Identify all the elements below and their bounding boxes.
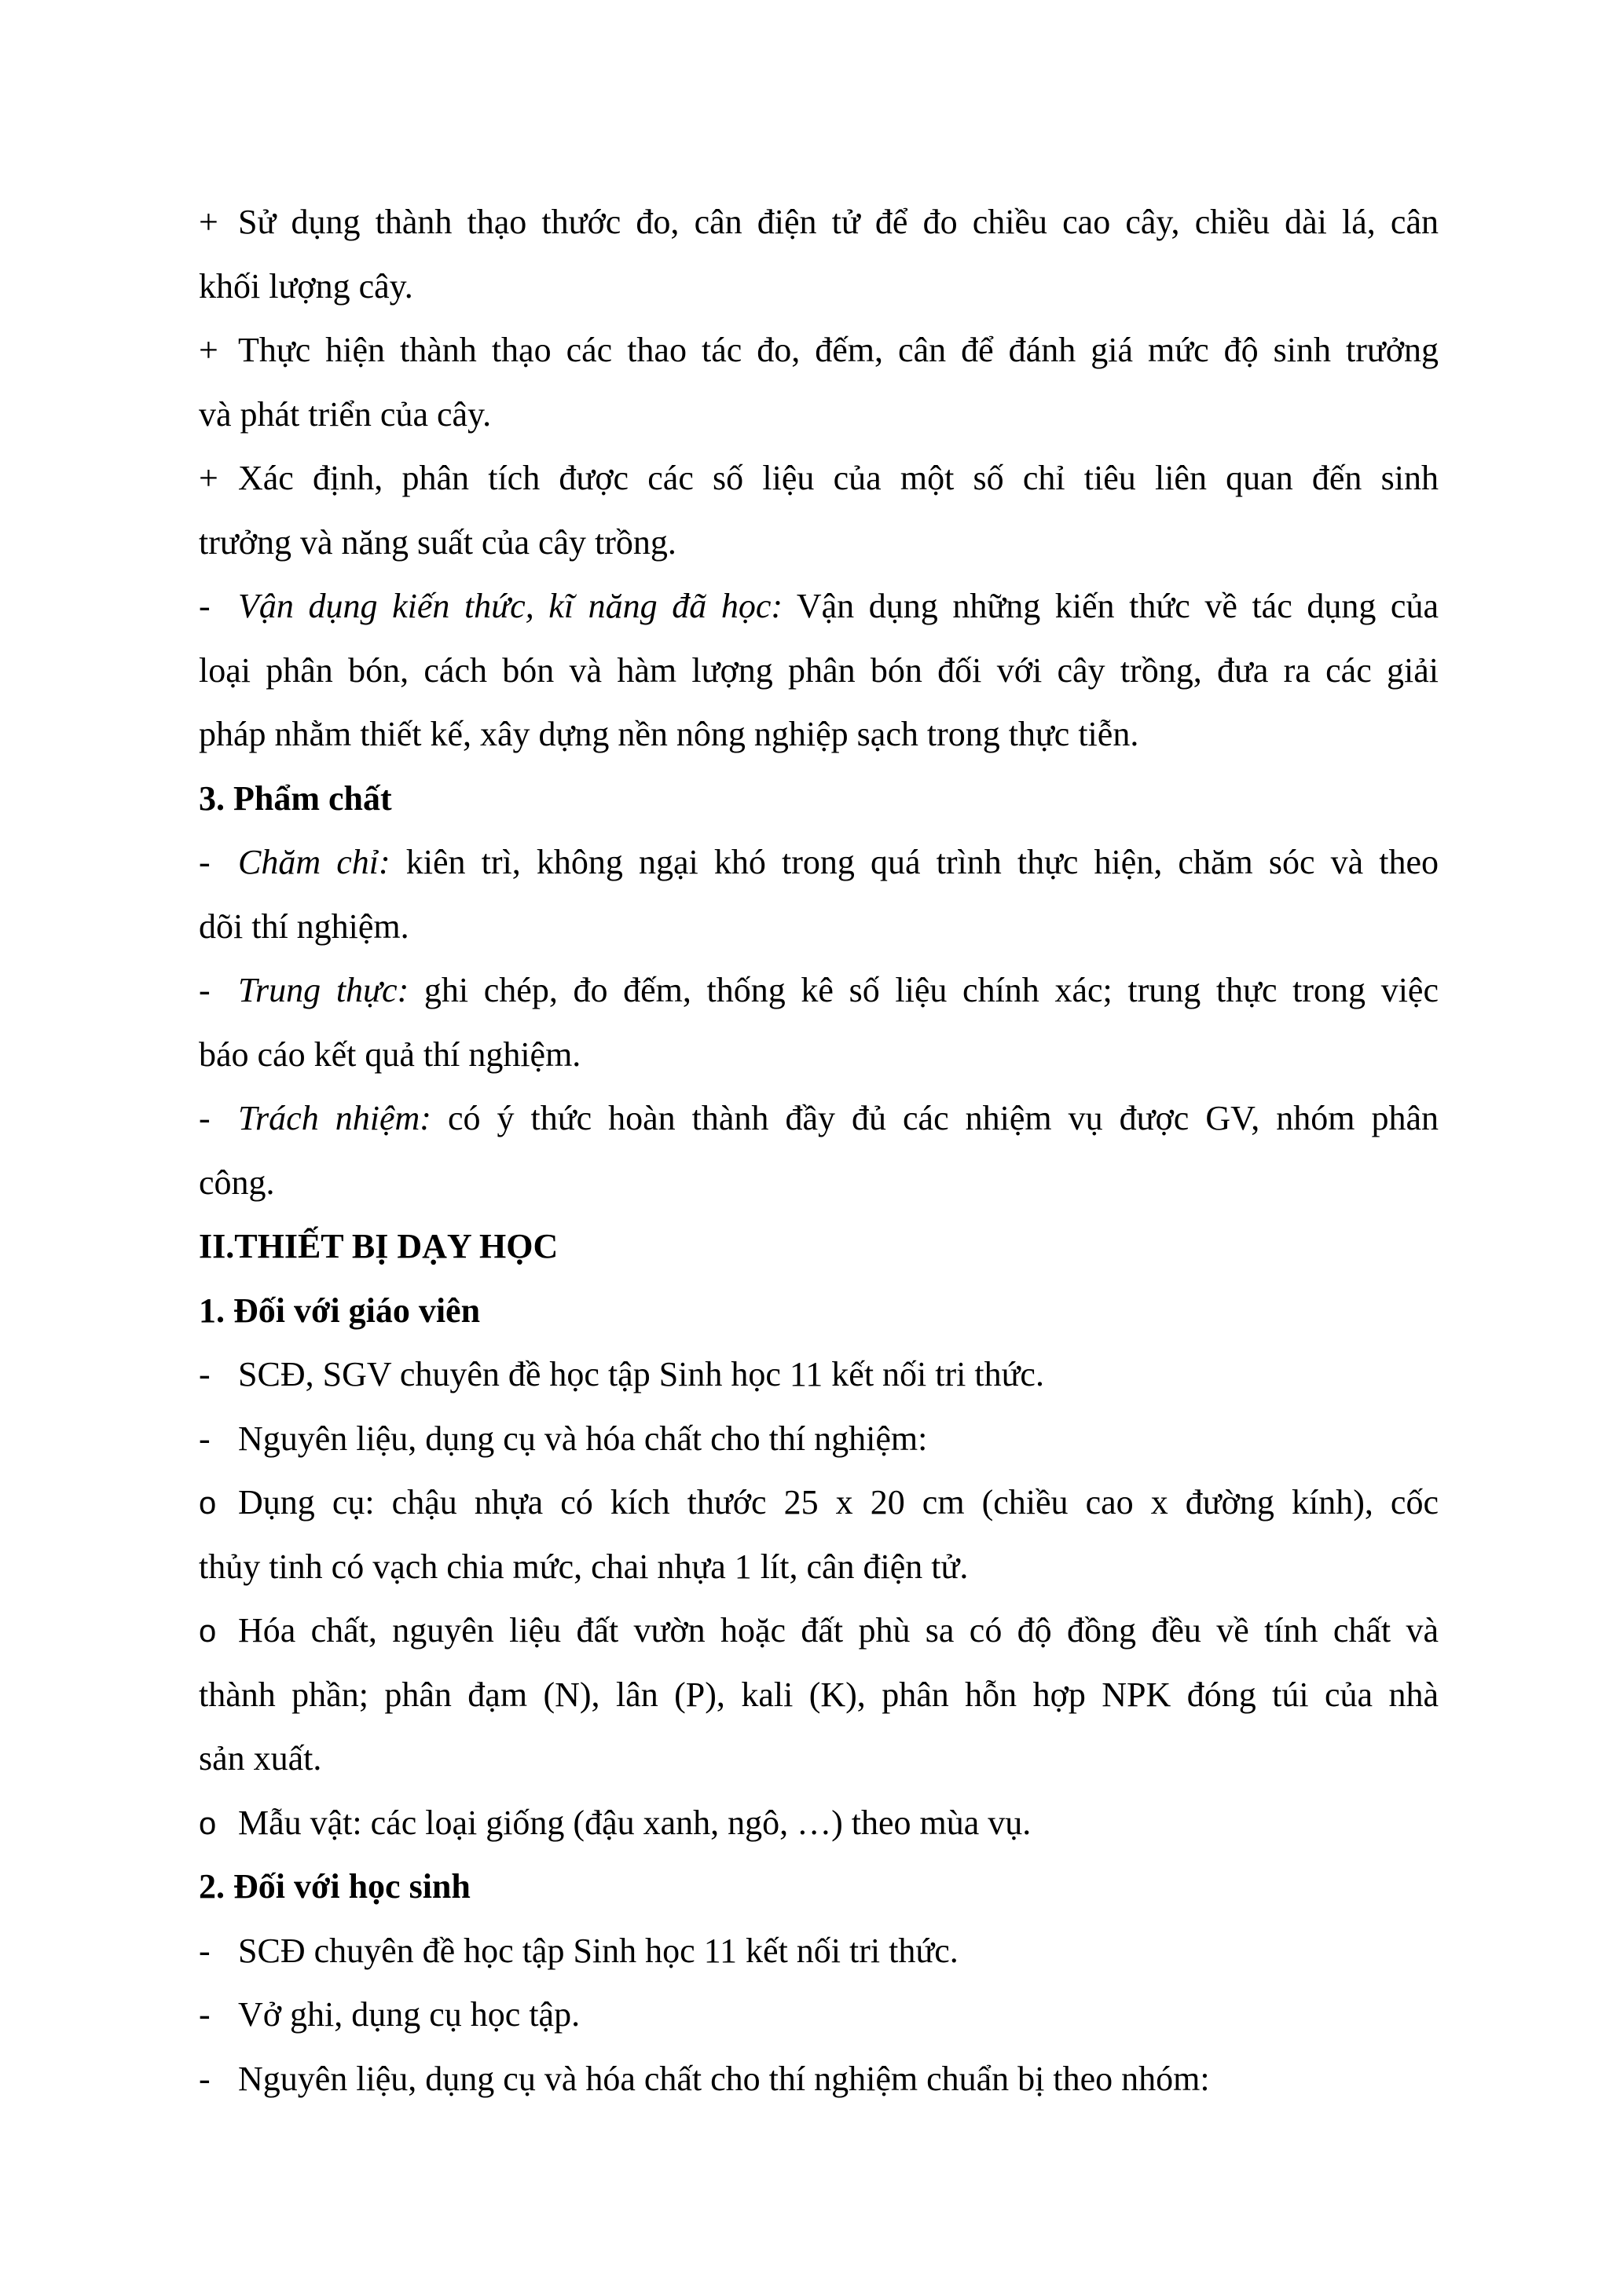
subsection-heading-hoc-sinh: 2. Đối với học sinh [199, 1867, 471, 1906]
line-text: khối lượng cây. [199, 266, 413, 306]
italic-label: Vận dụng kiến thức, kĩ năng đã học: [238, 587, 783, 625]
line-text: Xác định, phân tích được các số liệu của một số chỉ tiêu liên quan đến sinh [238, 459, 1439, 497]
italic-label: Trung thực: [238, 971, 409, 1009]
line-text: Nguyên liệu, dụng cụ và hóa chất cho thí nghiệm chuẩn bị theo nhóm: [238, 2059, 1210, 2098]
circle-bullet: o [199, 1806, 217, 1841]
paragraph-line [199, 1342, 1439, 1407]
line-text: sản xuất. [199, 1739, 322, 1778]
dash-bullet: - [199, 1419, 211, 1458]
paragraph-line [199, 1023, 1439, 1087]
paragraph-line [199, 702, 1439, 767]
dash-bullet: - [199, 843, 211, 881]
paragraph-line [199, 1151, 1439, 1215]
paragraph-line [199, 639, 1439, 703]
line-text: Thực hiện thành thạo các thao tác đo, đếm, cân để đánh giá mức độ sinh trưởng [238, 331, 1439, 369]
line-text: báo cáo kết quả thí nghiệm. [199, 1034, 581, 1074]
line-text: và phát triển của cây. [199, 394, 492, 434]
line-text: SCĐ chuyên đề học tập Sinh học 11 kết nối tri thức. [238, 1931, 959, 1970]
circle-bullet: o [199, 1486, 217, 1521]
line-text: thủy tinh có vạch chia mức, chai nhựa 1 lít, cân điện tử. [199, 1547, 969, 1586]
italic-label: Trách nhiệm: [238, 1099, 431, 1137]
line-text: trưởng và năng suất của cây trồng. [199, 522, 676, 562]
italic-label: Chăm chỉ: [238, 843, 390, 881]
section-heading-pham-chat: 3. Phẩm chất [199, 778, 392, 818]
circle-bullet: o [199, 1614, 217, 1649]
subsection-heading-giao-vien: 1. Đối với giáo viên [199, 1291, 481, 1330]
paragraph-line [199, 1407, 1439, 1471]
paragraph-line [199, 1791, 1439, 1855]
paragraph-line [199, 511, 1439, 575]
dash-bullet: - [199, 1931, 211, 1970]
paragraph-line [199, 318, 1439, 383]
line-text: Dụng cụ: chậu nhựa có kích thước 25 x 20 cm (chiều cao x đường kính), cốc [238, 1483, 1439, 1522]
dash-bullet: - [199, 2059, 211, 2098]
paragraph-line [199, 958, 1439, 1023]
line-text: Nguyên liệu, dụng cụ và hóa chất cho thí nghiệm: [238, 1419, 928, 1458]
dash-bullet: - [199, 1099, 211, 1137]
line-text: Mẫu vật: các loại giống (đậu xanh, ngô, …) theo mùa vụ. [238, 1803, 1032, 1842]
line-text: kiên trì, không ngại khó trong quá trình thực hiện, chăm sóc và theo [405, 843, 1439, 881]
document-page [199, 190, 1439, 2111]
paragraph-line [199, 1663, 1439, 1727]
line-text: loại phân bón, cách bón và hàm lượng phân bón đối với cây trồng, đưa ra các giải [199, 650, 1439, 690]
dash-bullet: - [199, 1355, 211, 1393]
line-text: Vận dụng những kiến thức về tác dụng của [796, 587, 1439, 625]
paragraph-line [199, 1983, 1439, 2047]
line-text: SCĐ, SGV chuyên đề học tập Sinh học 11 kết nối tri thức. [238, 1355, 1044, 1393]
paragraph-line [199, 1470, 1439, 1535]
paragraph-line [199, 1727, 1439, 1791]
plus-bullet: + [199, 203, 218, 241]
dash-bullet: - [199, 971, 211, 1009]
paragraph-line [199, 383, 1439, 447]
paragraph-line [199, 1535, 1439, 1599]
paragraph-line [199, 574, 1439, 639]
plus-bullet: + [199, 459, 218, 497]
line-text: pháp nhằm thiết kế, xây dựng nền nông nghiệp sạch trong thực tiễn. [199, 715, 1139, 753]
section-heading-thiet-bi: II.THIẾT BỊ DẠY HỌC [199, 1227, 559, 1265]
paragraph-line [199, 1086, 1439, 1151]
line-text: Hóa chất, nguyên liệu đất vườn hoặc đất phù sa có độ đồng đều về tính chất và [238, 1611, 1439, 1650]
dash-bullet: - [199, 587, 211, 625]
paragraph-line [199, 446, 1439, 511]
paragraph-line [199, 1598, 1439, 1663]
line-text: ghi chép, đo đếm, thống kê số liệu chính xác; trung thực trong việc [423, 971, 1439, 1009]
line-text: có ý thức hoàn thành đầy đủ các nhiệm vụ được GV, nhóm phân [447, 1099, 1439, 1137]
line-text: thành phần; phân đạm (N), lân (P), kali (K), phân hỗn hợp NPK đóng túi của nhà [199, 1675, 1439, 1714]
paragraph-line [199, 2047, 1439, 2111]
dash-bullet: - [199, 1995, 211, 2034]
paragraph-line [199, 190, 1439, 255]
paragraph-line [199, 895, 1439, 959]
paragraph-line [199, 1919, 1439, 1983]
line-text: dõi thí nghiệm. [199, 906, 409, 946]
paragraph-line [199, 830, 1439, 895]
paragraph-line [199, 255, 1439, 319]
plus-bullet: + [199, 331, 218, 369]
line-text: Sử dụng thành thạo thước đo, cân điện tử để đo chiều cao cây, chiều dài lá, cân [238, 203, 1439, 241]
line-text: công. [199, 1163, 275, 1202]
line-text: Vở ghi, dụng cụ học tập. [238, 1995, 581, 2034]
